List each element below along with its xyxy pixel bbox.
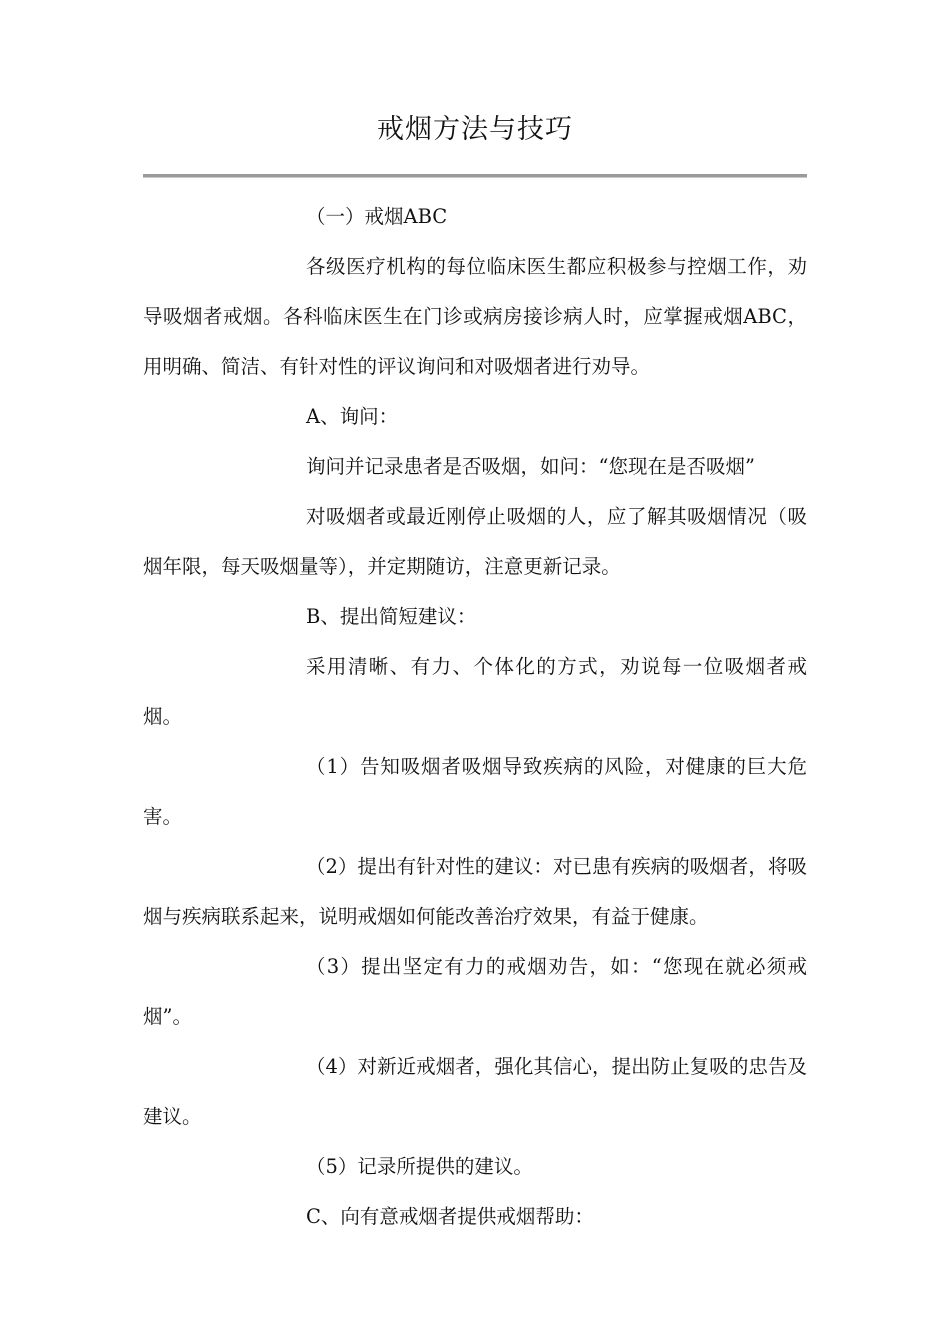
list-item-b-4: （4）对新近戒烟者，强化其信心，提出防止复吸的忠告及建议。 bbox=[143, 1055, 807, 1128]
list-item-b-3: （3）提出坚定有力的戒烟劝告，如：“您现在就必须戒烟”。 bbox=[143, 955, 807, 1028]
paragraph-a-2: 对吸烟者或最近刚停止吸烟的人，应了解其吸烟情况（吸烟年限，每天吸烟量等），并定期随访，注意更新记录。 bbox=[143, 505, 807, 578]
subsection-heading-b: B、提出简短建议： bbox=[306, 605, 477, 628]
list-item-b-5: （5）记录所提供的建议。 bbox=[306, 1155, 533, 1178]
document-body bbox=[143, 192, 807, 1242]
paragraph-intro: 各级医疗机构的每位临床医生都应积极参与控烟工作，劝导吸烟者戒烟。各科临床医生在门诊或病房接诊病人时，应掌握戒烟ABC，用明确、简洁、有针对性的评议询问和对吸烟者进行劝导。 bbox=[143, 255, 807, 378]
subsection-heading-a: A、询问： bbox=[306, 405, 399, 428]
document-title: 戒烟方法与技巧 bbox=[377, 114, 573, 145]
paragraph-b-1: 采用清晰、有力、个体化的方式，劝说每一位吸烟者戒烟。 bbox=[143, 655, 807, 728]
list-item-b-2: （2）提出有针对性的建议：对已患有疾病的吸烟者，将吸烟与疾病联系起来，说明戒烟如何能改善治疗效果，有益于健康。 bbox=[143, 855, 807, 928]
title-divider bbox=[143, 174, 807, 178]
section-heading: （一）戒烟ABC bbox=[306, 205, 448, 228]
paragraph-a-1: 询问并记录患者是否吸烟，如问：“您现在是否吸烟” bbox=[306, 455, 755, 478]
subsection-heading-c: C、向有意戒烟者提供戒烟帮助： bbox=[306, 1205, 594, 1228]
list-item-b-1: （1）告知吸烟者吸烟导致疾病的风险，对健康的巨大危害。 bbox=[143, 755, 807, 828]
